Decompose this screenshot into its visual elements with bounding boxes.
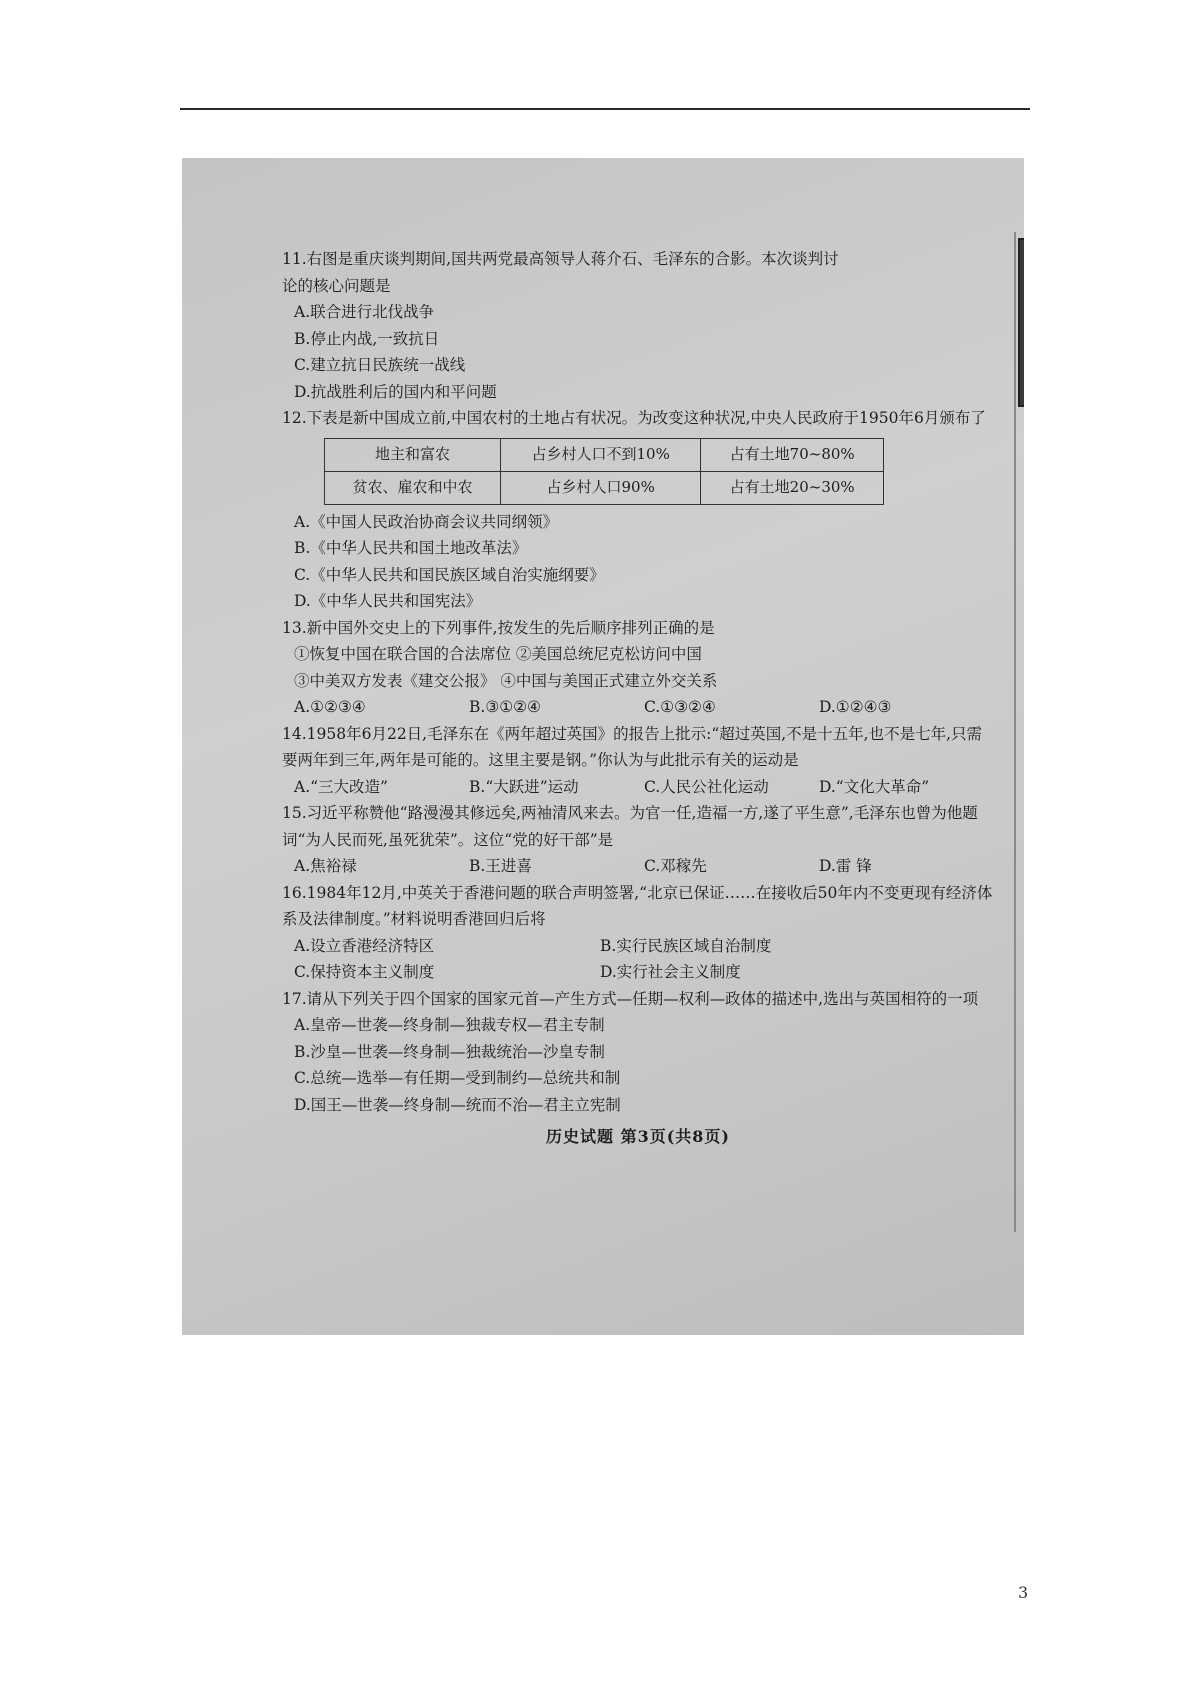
chongqing-negotiation-photo (1018, 238, 1024, 407)
exam-page-footer: 历史试题 第3页(共8页) (546, 1127, 730, 1146)
question-12-option-c: C.《中华人民共和国民族区域自治实施纲要》 (294, 565, 605, 584)
question-12-stem: 12.下表是新中国成立前,中国农村的土地占有状况。为改变这种状况,中央人民政府于1950年6月颁布了 (282, 409, 986, 427)
table-cell: 贫农、雇农和中农 (325, 471, 501, 504)
question-17 (282, 986, 994, 1119)
exam-content (282, 246, 994, 1151)
question-17-stem: 17.请从下列关于四个国家的国家元首—产生方式—任期—权利—政体的描述中,选出与英国相符的一项 (282, 989, 979, 1008)
question-15-options (282, 853, 994, 880)
question-14-option-a: A.“三大改造” (294, 777, 388, 796)
question-16-option-c: C.保持资本主义制度 (294, 963, 435, 981)
question-13-stem: 13.新中国外交史上的下列事件,按发生的先后顺序排列正确的是 (282, 618, 715, 637)
question-13-events-line-2: ③中美双方发表《建交公报》 ④中国与美国正式建立外交关系 (294, 671, 718, 690)
question-13-option-c: C.①③②④ (644, 698, 716, 716)
question-15-stem: 15.习近平称赞他“路漫漫其修远矣,两袖清风来去。为官一任,造福一方,遂了平生意”,毛泽东也曾为他题词“为人民而死,虽死犹荣”。这位“党的好干部”是 (282, 804, 978, 849)
question-16-option-a: A.设立香港经济特区 (294, 936, 435, 955)
question-15-option-c: C.邓稼先 (644, 857, 707, 875)
question-11-option-c: C.建立抗日民族统一战线 (294, 356, 466, 374)
question-16-option-b: B.实行民族区域自治制度 (600, 936, 772, 955)
question-12-option-a: A.《中国人民政治协商会议共同纲领》 (294, 512, 559, 531)
question-16-options-row-2 (282, 959, 994, 986)
question-11-stem: 11.右图是重庆谈判期间,国共两党最高领导人蒋介石、毛泽东的合影。本次谈判讨论的核心问题是 (282, 250, 839, 295)
question-16-options-row-1 (282, 933, 994, 960)
question-12-option-d: D.《中华人民共和国宪法》 (294, 592, 482, 610)
question-11 (282, 246, 994, 405)
question-14-options (282, 774, 994, 801)
question-11-option-b: B.停止内战,一致抗日 (294, 329, 440, 348)
question-14 (282, 721, 994, 801)
question-12 (282, 405, 994, 615)
table-cell: 占乡村人口90% (501, 471, 701, 504)
question-14-option-b: B.“大跃进”运动 (469, 777, 579, 796)
question-15-option-d: D.雷 锋 (819, 857, 872, 875)
question-13-options (282, 694, 994, 721)
table-row (325, 438, 884, 471)
header-rule (180, 108, 1030, 110)
table-cell: 地主和富农 (325, 438, 501, 471)
question-16 (282, 880, 994, 986)
question-15 (282, 800, 994, 880)
question-14-option-c: C.人民公社化运动 (644, 777, 769, 796)
question-17-option-b: B.沙皇—世袭—终身制—独裁统治—沙皇专制 (294, 1042, 605, 1061)
question-16-stem: 16.1984年12月,中英关于香港问题的联合声明签署,“北京已保证……在接收后50年内不变更现有经济体系及法律制度。”材料说明香港回归后将 (282, 883, 993, 928)
page-number: 3 (1018, 1583, 1029, 1602)
land-ownership-table (324, 438, 884, 505)
scanned-exam-page (182, 158, 1024, 1335)
scan-page-edge (1014, 232, 1016, 1232)
question-11-option-a: A.联合进行北伐战争 (294, 303, 435, 321)
question-12-option-b: B.《中华人民共和国土地改革法》 (294, 539, 528, 557)
question-15-option-a: A.焦裕禄 (294, 857, 357, 875)
question-13-option-b: B.③①②④ (469, 698, 541, 716)
question-11-option-d: D.抗战胜利后的国内和平问题 (294, 382, 497, 401)
question-14-stem: 14.1958年6月22日,毛泽东在《两年超过英国》的报告上批示:“超过英国,不是十五年,也不是七年,只需要两年到三年,两年是可能的。这里主要是钢。”你认为与此批示有关的运动是 (282, 724, 983, 769)
question-13 (282, 615, 994, 721)
question-17-option-d: D.国王—世袭—终身制—统而不治—君主立宪制 (294, 1095, 621, 1114)
question-14-option-d: D.“文化大革命” (819, 777, 930, 796)
question-13-option-d: D.①②④③ (819, 698, 892, 716)
question-17-option-a: A.皇帝—世袭—终身制—独裁专权—君主专制 (294, 1016, 605, 1034)
question-15-option-b: B.王进喜 (469, 857, 532, 875)
question-13-option-a: A.①②③④ (294, 698, 366, 716)
table-cell: 占乡村人口不到10% (501, 438, 701, 471)
question-16-option-d: D.实行社会主义制度 (600, 963, 741, 981)
question-13-events-line-1: ①恢复中国在联合国的合法席位 ②美国总统尼克松访问中国 (294, 645, 702, 663)
table-cell: 占有土地20~30% (701, 471, 884, 504)
table-cell: 占有土地70~80% (701, 438, 884, 471)
question-17-option-c: C.总统—选举—有任期—受到制约—总统共和制 (294, 1069, 621, 1087)
table-row (325, 471, 884, 504)
